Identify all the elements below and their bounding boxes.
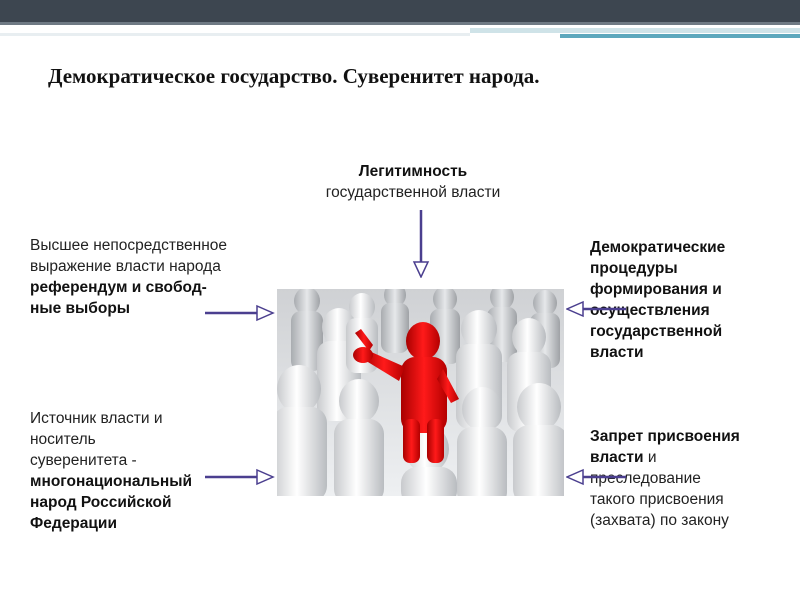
crowd-leader-image (277, 289, 564, 496)
source-line: суверенитета - (30, 452, 137, 469)
referendum-line: референдум и свобод- (30, 279, 207, 296)
header-decoration (0, 0, 800, 40)
source-line: носитель (30, 431, 96, 448)
prohibition-line: власти (590, 449, 644, 466)
source-line: Федерации (30, 515, 117, 532)
arrow-right-icon (205, 304, 275, 322)
arrow-down-icon (412, 210, 430, 278)
prohibition-line: преследование (590, 470, 701, 487)
procedures-line: формирования и (590, 281, 722, 298)
legitimacy-heading: Легитимность (358, 163, 468, 180)
source-line: народ Российской (30, 494, 172, 511)
arrow-left-icon (566, 468, 626, 486)
legitimacy-block (280, 161, 546, 203)
slide-title: Демократическое государство. Суверенитет народа. (48, 64, 540, 88)
arrow-right-icon (205, 468, 275, 486)
procedures-line: процедуры (590, 260, 678, 277)
arrow-left-icon (566, 300, 626, 318)
prohibition-line: такого присвоения (590, 491, 724, 508)
source-line: многонациональный (30, 473, 193, 490)
prohibition-line: Запрет присвоения (590, 428, 740, 445)
referendum-line: выражение власти народа (30, 258, 221, 275)
source-line: Источник власти и (30, 410, 163, 427)
prohibition-line: (захвата) по закону (590, 512, 729, 529)
legitimacy-subtext: государственной власти (325, 184, 501, 201)
procedures-line: осуществления (590, 302, 710, 319)
procedures-line: Демократические (590, 239, 726, 256)
referendum-line: ные выборы (30, 300, 131, 317)
prohibition-line: и (643, 449, 657, 466)
procedures-line: государственной (590, 323, 723, 340)
referendum-line: Высшее непосредственное (30, 237, 227, 254)
procedures-line: власти (590, 344, 644, 361)
